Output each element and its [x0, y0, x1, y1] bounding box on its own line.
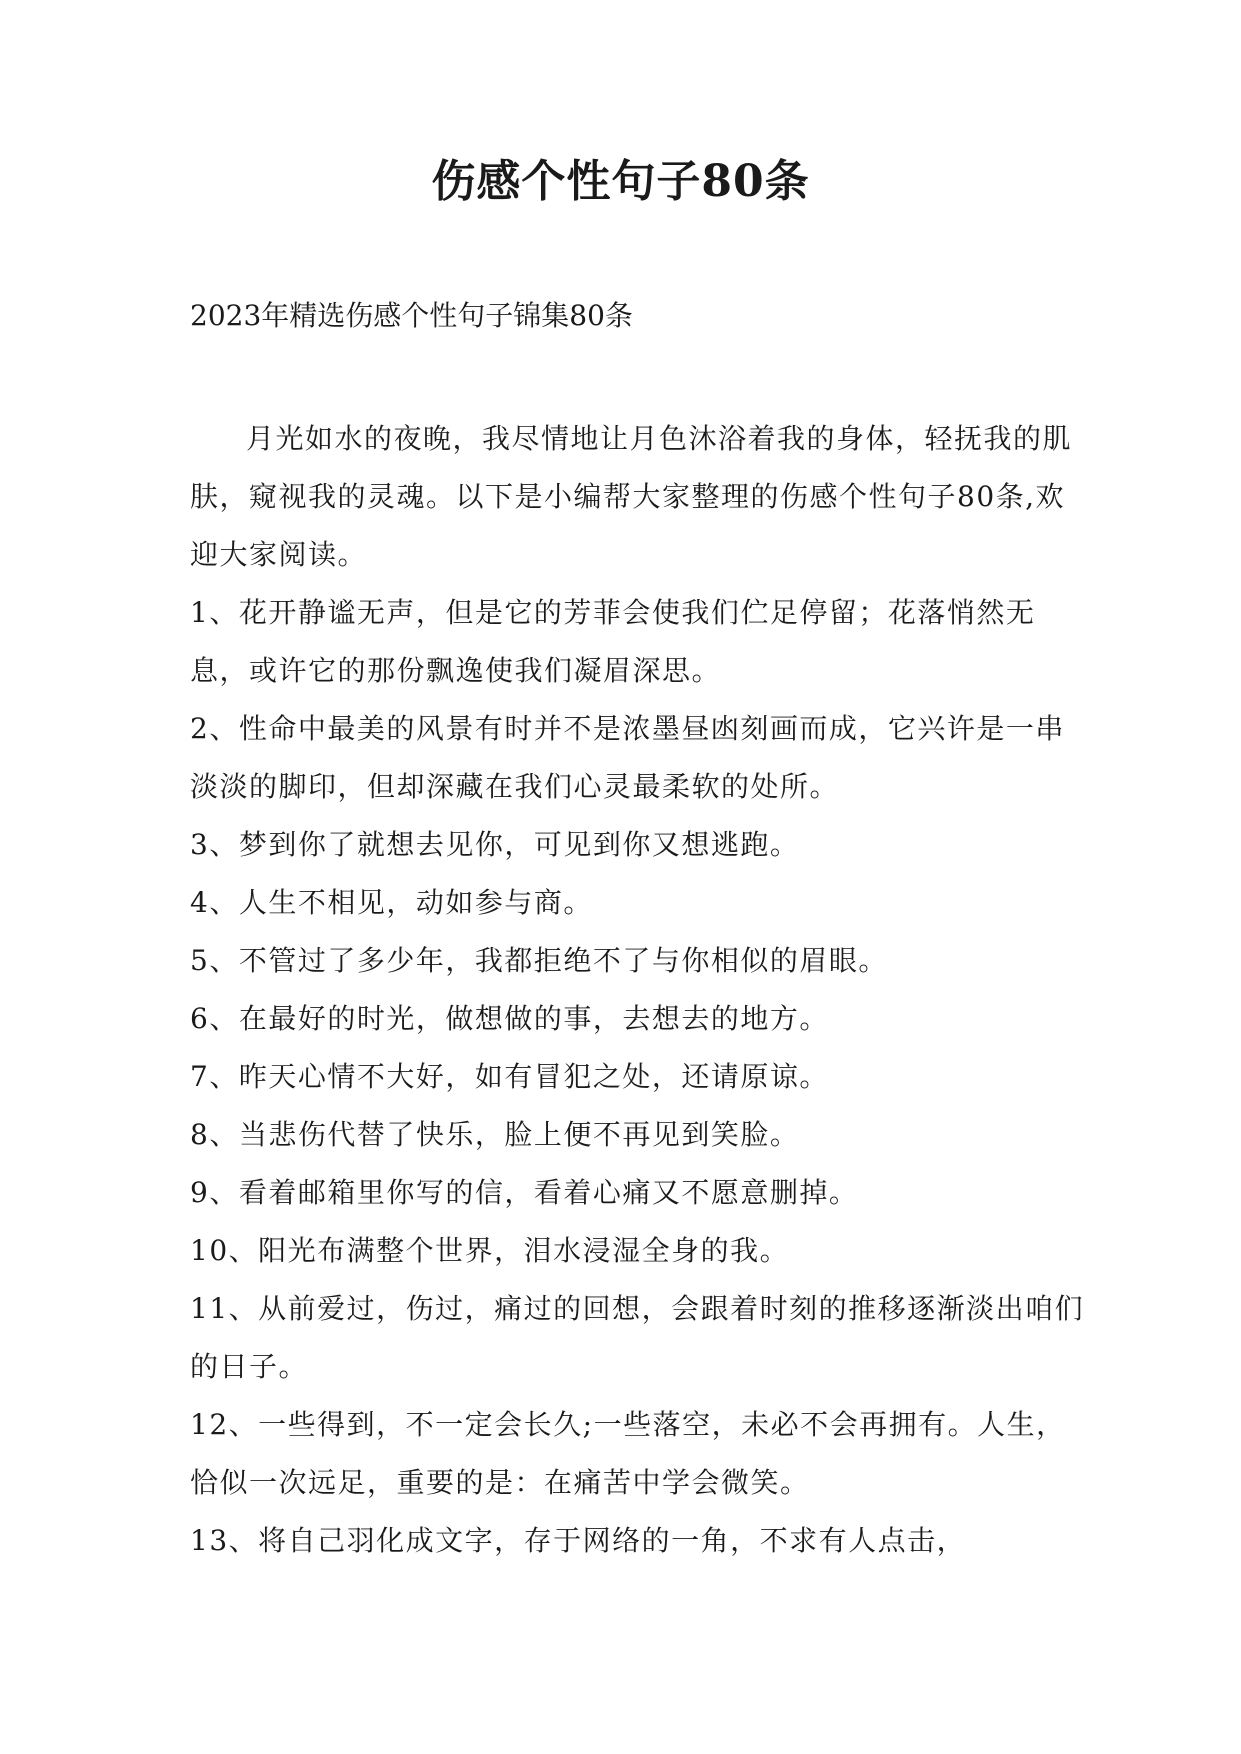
- list-item: 1、花开静谧无声，但是它的芳菲会使我们伫足停留；花落悄然无息，或许它的那份飘逸使我们凝眉深思。: [190, 596, 1036, 687]
- list-item: 13、将自己羽化成文字，存于网络的一角，不求有人点击，: [190, 1524, 967, 1557]
- document-subtitle: 2023年精选伤感个性句子锦集80条: [190, 299, 633, 332]
- list-item: 9、看着邮箱里你写的信，看着心痛又不愿意删掉。: [190, 1176, 859, 1209]
- list-item: 3、梦到你了就想去见你，可见到你又想逃跑。: [190, 828, 800, 861]
- list-item: 8、当悲伤代替了快乐，脸上便不再见到笑脸。: [190, 1118, 800, 1151]
- list-item: 11、从前爱过，伤过，痛过的回想，会跟着时刻的推移逐渐淡出咱们的日子。: [190, 1292, 1085, 1383]
- document-title: 伤感个性句子80条: [431, 156, 810, 207]
- list-item: 7、昨天心情不大好，如有冒犯之处，还请原谅。: [190, 1060, 829, 1093]
- list-item: 12、一些得到，不一定会长久;一些落空，未必不会再拥有。人生，恰似一次远足，重要的是：在痛苦中学会微笑。: [190, 1408, 1066, 1499]
- list-item: 5、不管过了多少年，我都拒绝不了与你相似的眉眼。: [190, 944, 888, 977]
- document-body: [190, 410, 1090, 1570]
- list-item: 2、性命中最美的风景有时并不是浓墨昼凼刻画而成，它兴许是一串淡淡的脚印，但却深藏在我们心灵最柔软的处所。: [190, 712, 1065, 803]
- list-item: 10、阳光布满整个世界，泪水浸湿全身的我。: [190, 1234, 790, 1267]
- list-item: 6、在最好的时光，做想做的事，去想去的地方。: [190, 1002, 829, 1035]
- intro-paragraph: 月光如水的夜晚，我尽情地让月色沐浴着我的身体，轻抚我的肌肤，窥视我的灵魂。以下是小编帮大家整理的伤感个性句子80条,欢迎大家阅读。: [190, 422, 1073, 571]
- list-item: 4、人生不相见，动如参与商。: [190, 886, 593, 919]
